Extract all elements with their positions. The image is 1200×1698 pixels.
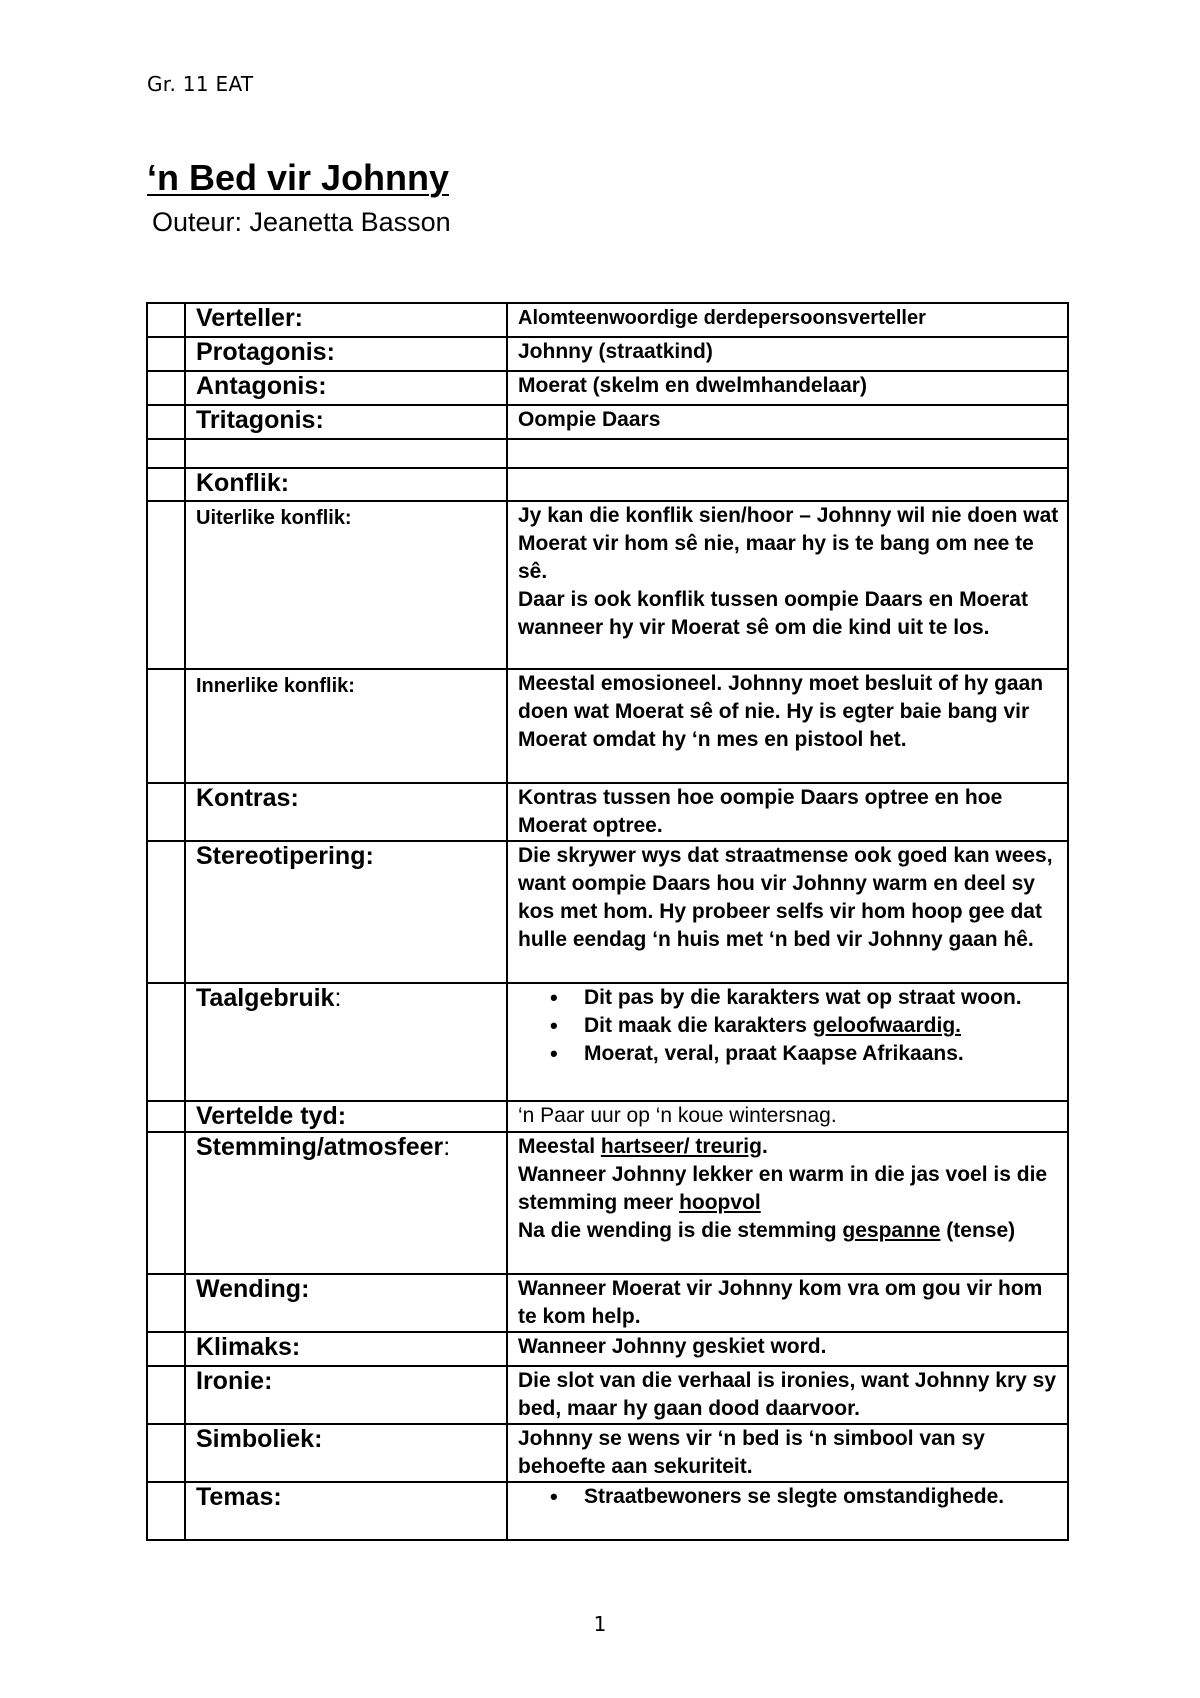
table-row: [147, 303, 1068, 337]
empty-cell: [147, 1332, 185, 1366]
empty-cell: [147, 1101, 185, 1132]
term-value-line: Jy kan die konflik sien/hoor – Johnny wil nie doen wat Moerat vir hom sê nie, maar hy is te bang om nee te sê.: [518, 504, 1059, 583]
empty-cell: [147, 439, 185, 468]
term-label: Antagonis:: [196, 372, 327, 400]
literary-elements-table: [146, 302, 1069, 1541]
term-label: Tritagonis:: [196, 406, 324, 434]
term-colon: :: [443, 1133, 451, 1161]
table-row: [147, 1482, 1068, 1540]
page-number: 1: [593, 1612, 607, 1636]
term-label: Wending:: [196, 1275, 310, 1303]
bullet-item: • Moerat, veral, praat Kaapse Afrikaans.: [584, 1040, 1061, 1068]
underlined-text: hoopvol: [679, 1191, 761, 1214]
empty-cell: [147, 405, 185, 439]
empty-cell: [147, 669, 185, 783]
table-row: [147, 783, 1068, 841]
table-row: [147, 337, 1068, 371]
empty-cell: [147, 337, 185, 371]
bullet-item: • Dit maak die karakters geloofwaardig.: [584, 1012, 1061, 1040]
empty-cell: [147, 783, 185, 841]
bullet-list: [518, 1483, 1061, 1511]
term-value: Oompie Daars: [518, 408, 661, 431]
table-row: [147, 1274, 1068, 1332]
empty-cell: [147, 1424, 185, 1482]
empty-cell: [507, 439, 1068, 468]
table-row: [147, 841, 1068, 983]
term-label: Kontras:: [196, 784, 299, 812]
term-label: Taalgebruik: [196, 984, 335, 1012]
table-row: [147, 983, 1068, 1101]
term-label: Protagonis:: [196, 338, 335, 366]
term-label: Verteller:: [196, 304, 304, 332]
term-label: Stemming/atmosfeer: [196, 1133, 444, 1161]
empty-cell: [147, 983, 185, 1101]
table-row: [147, 1424, 1068, 1482]
table-row: [147, 501, 1068, 669]
term-value: Wanneer Moerat vir Johnny kom vra om gou vir hom te kom help.: [518, 1277, 1043, 1328]
term-value: Kontras tussen hoe oompie Daars optree en hoe Moerat optree.: [518, 786, 1003, 837]
empty-cell: [147, 468, 185, 501]
term-value-line: Meestal hartseer/ treurig.: [518, 1135, 768, 1158]
term-value: ‘n Paar uur op ‘n koue wintersnag.: [518, 1104, 837, 1127]
underlined-text: hartseer/ treurig: [600, 1135, 762, 1158]
document-author: Outeur: Jeanetta Basson: [152, 207, 451, 237]
table-row: [147, 1332, 1068, 1366]
term-value: Moerat (skelm en dwelmhandelaar): [518, 374, 867, 397]
table-row-blank: [147, 439, 1068, 468]
term-value: Wanneer Johnny geskiet word.: [518, 1335, 827, 1358]
empty-cell: [147, 303, 185, 337]
empty-cell: [185, 439, 507, 468]
bullet-list: [518, 984, 1061, 1068]
document-title: ‘n Bed vir Johnny: [147, 157, 450, 198]
table-row: [147, 468, 1068, 501]
term-label: Klimaks:: [196, 1333, 301, 1361]
table-row: [147, 405, 1068, 439]
empty-cell: [147, 1366, 185, 1424]
term-label: Uiterlike konflik:: [196, 507, 352, 529]
term-label: Temas:: [196, 1483, 282, 1511]
empty-cell: [147, 841, 185, 983]
term-label: Konflik:: [196, 469, 290, 497]
term-label: Ironie:: [196, 1367, 273, 1395]
table-row: [147, 1132, 1068, 1274]
term-value: Alomteenwoordige derdepersoonsverteller: [518, 307, 926, 329]
empty-cell: [147, 1482, 185, 1540]
underlined-text: gespanne: [842, 1219, 941, 1242]
term-value: Johnny (straatkind): [518, 340, 713, 363]
term-value: Johnny se wens vir ‘n bed is ‘n simbool van sy behoefte aan sekuriteit.: [518, 1427, 985, 1478]
term-value: Meestal emosioneel. Johnny moet besluit of hy gaan doen wat Moerat sê of nie. Hy is egter baie bang vir Moerat omdat hy ‘n mes en pistool het.: [518, 672, 1044, 751]
table-row: [147, 1366, 1068, 1424]
table-row: [147, 371, 1068, 405]
empty-cell: [147, 1132, 185, 1274]
empty-cell: [147, 371, 185, 405]
term-label: Stereotipering:: [196, 842, 374, 870]
table-row: [147, 1101, 1068, 1132]
term-label: Simboliek:: [196, 1425, 323, 1453]
term-value: Die skrywer wys dat straatmense ook goed kan wees, want oompie Daars hou vir Johnny warm en deel sy kos met hom. Hy probeer selfs vir hom hoop gee dat hulle eendag ‘n huis met ‘n bed vir Johnny gaan hê.: [518, 844, 1053, 951]
term-value-line: Na die wending is die stemming gespanne (tense): [518, 1219, 1016, 1242]
term-value: Die slot van die verhaal is ironies, want Johnny kry sy bed, maar hy gaan dood daarvoor.: [518, 1369, 1057, 1420]
term-value-line: Daar is ook konflik tussen oompie Daars en Moerat wanneer hy vir Moerat sê om die kind uit te los.: [518, 588, 1028, 639]
term-label: Innerlike konflik:: [196, 675, 355, 697]
underlined-text: geloofwaardig.: [812, 1014, 961, 1037]
bullet-item: • Straatbewoners se slegte omstandighede.: [584, 1483, 1061, 1511]
empty-cell: [147, 1274, 185, 1332]
term-label: Vertelde tyd:: [196, 1102, 347, 1130]
term-colon: :: [334, 984, 342, 1012]
table-row: [147, 669, 1068, 783]
bullet-item: • Dit pas by die karakters wat op straat woon.: [584, 984, 1061, 1012]
term-value-line: Wanneer Johnny lekker en warm in die jas voel is die stemming meer hoopvol: [518, 1163, 1048, 1214]
page-header: Gr. 11 EAT: [147, 72, 254, 96]
empty-cell: [147, 501, 185, 669]
